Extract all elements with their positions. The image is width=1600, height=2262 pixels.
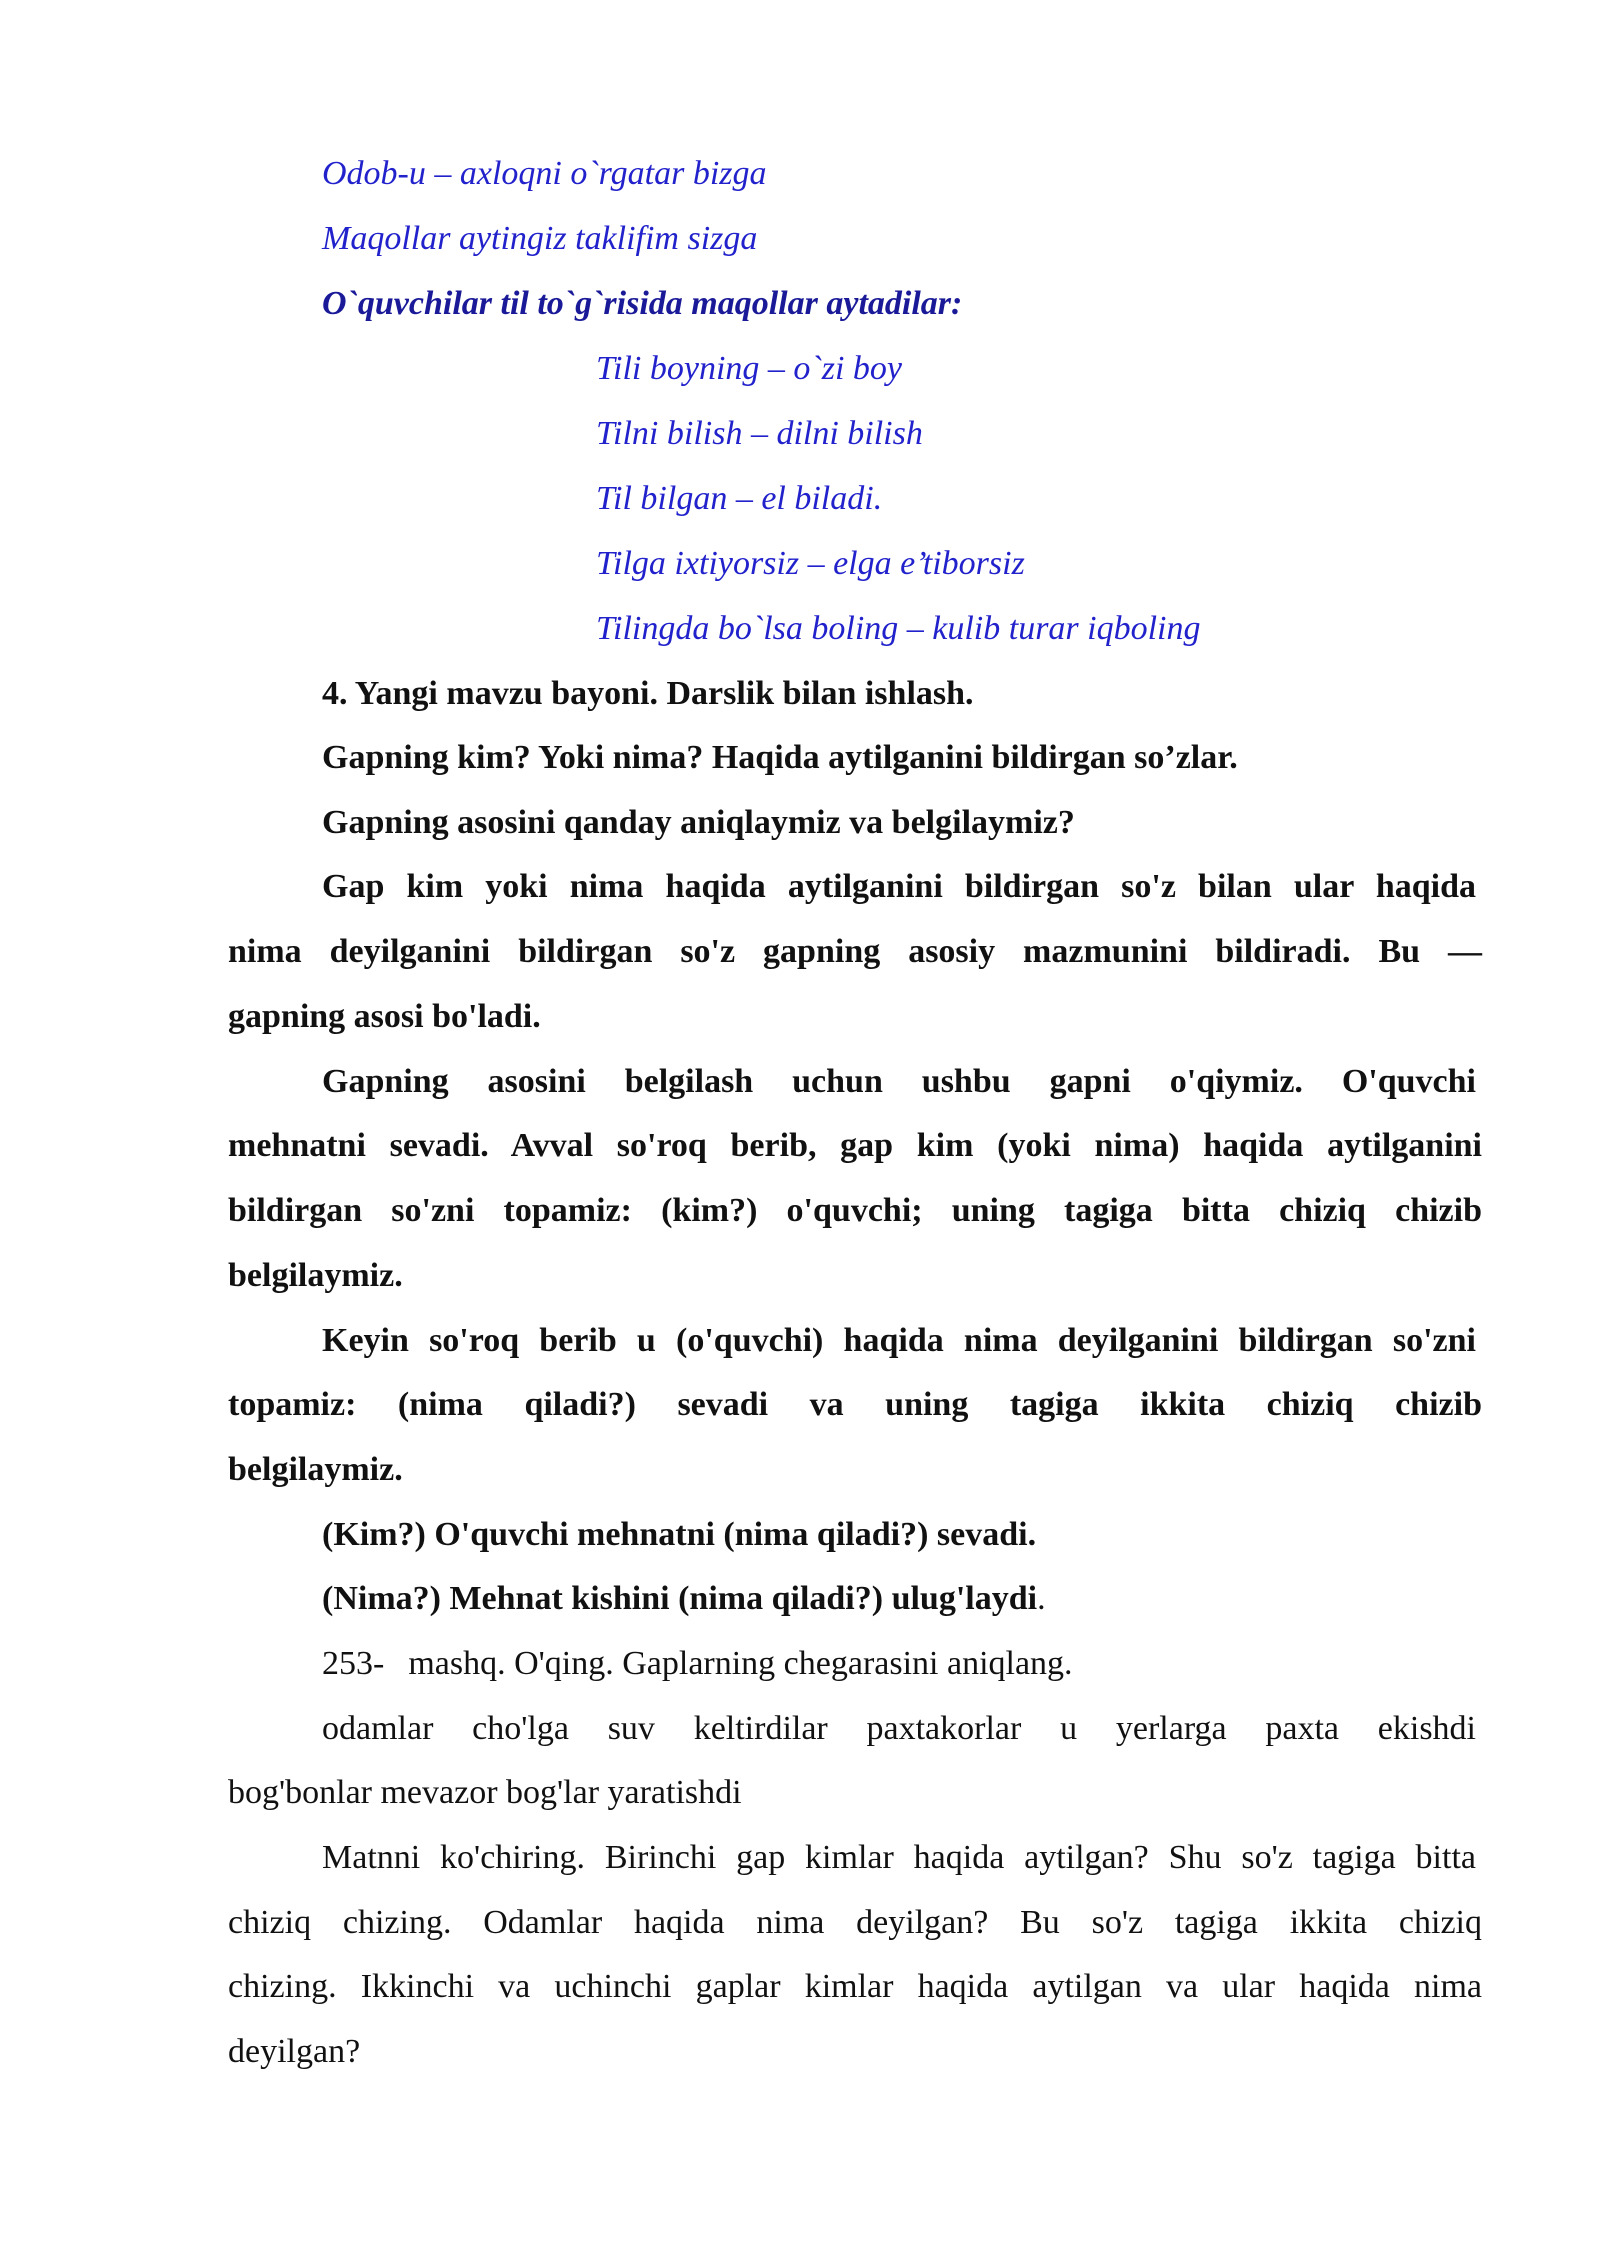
para2-line-2: mehnatni sevadi. Avval so'roq berib, gap kim (yoki nima) haqida aytilganini [228,1127,1482,1164]
question-2: Gapning asosini qanday aniqlaymiz va belgilaymiz? [322,804,1075,841]
para2-line-3: bildirgan so'zni topamiz: (kim?) o'quvchi; uning tagiga bitta chiziq chizib [228,1192,1482,1229]
exercise-text-line-1: odamlar cho'lga suv keltirdilar paxtakorlar u yerlarga paxta ekishdi [322,1710,1476,1747]
para3-line-1: Keyin so'roq berib u (o'quvchi) haqida nima deyilganini bildirgan so'zni [322,1322,1476,1359]
para2-line-4: belgilaymiz. [228,1257,403,1294]
example-sentence-1: (Kim?) O'quvchi mehnatni (nima qiladi?) sevadi. [322,1516,1037,1553]
example-sentence-2-wrap [322,1579,1046,1619]
exercise-number: 253- [322,1645,385,1682]
proverb-3: Til bilgan – el biladi. [596,480,883,517]
para3-line-3: belgilaymiz. [228,1451,403,1488]
para1-line-3: gapning asosi bo'ladi. [228,998,541,1035]
proverb-2: Tilni bilish – dilni bilish [596,415,923,452]
poem-line-2: Maqollar aytingiz taklifim sizga [322,220,758,257]
proverb-4: Tilga ixtiyorsiz – elga e’tiborsiz [596,545,1025,582]
example-sentence-2-period: . [1037,1580,1046,1617]
proverb-5: Tilingda bo`lsa boling – kulib turar iqboling [596,610,1201,647]
exercise-title: mashq. O'qing. Gaplarning chegarasini aniqlang. [408,1645,1073,1682]
exercise-heading [322,1644,1073,1684]
para3-line-2: topamiz: (nima qiladi?) sevadi va uning tagiga ikkita chiziq chizib [228,1386,1482,1423]
para2-line-1: Gapning asosini belgilash uchun ushbu gapni o'qiymiz. O'quvchi [322,1063,1476,1100]
question-1: Gapning kim? Yoki nima? Haqida aytilganini bildirgan so’zlar. [322,739,1238,776]
para1-line-1: Gap kim yoki nima haqida aytilganini bildirgan so'z bilan ular haqida [322,868,1476,905]
task-line-4: deyilgan? [228,2033,361,2070]
proverbs-heading: O`quvchilar til to`g`risida maqollar aytadilar: [322,285,963,322]
task-line-1: Matnni ko'chiring. Birinchi gap kimlar haqida aytilgan? Shu so'z tagiga bitta [322,1839,1476,1876]
task-line-2: chiziq chizing. Odamlar haqida nima deyilgan? Bu so'z tagiga ikkita chiziq [228,1904,1482,1941]
poem-line-1: Odob-u – axloqni o`rgatar bizga [322,155,767,192]
example-sentence-2: (Nima?) Mehnat kishini (nima qiladi?) ulug'laydi [322,1580,1038,1617]
proverb-1: Tili boyning – o`zi boy [596,350,902,387]
task-line-3: chizing. Ikkinchi va uchinchi gaplar kimlar haqida aytilgan va ular haqida nima [228,1968,1482,2005]
exercise-text-line-2: bog'bonlar mevazor bog'lar yaratishdi [228,1774,742,1811]
para1-line-2: nima deyilganini bildirgan so'z gapning asosiy mazmunini bildiradi. Bu — [228,933,1482,970]
section-heading-4: 4. Yangi mavzu bayoni. Darslik bilan ishlash. [322,675,974,712]
